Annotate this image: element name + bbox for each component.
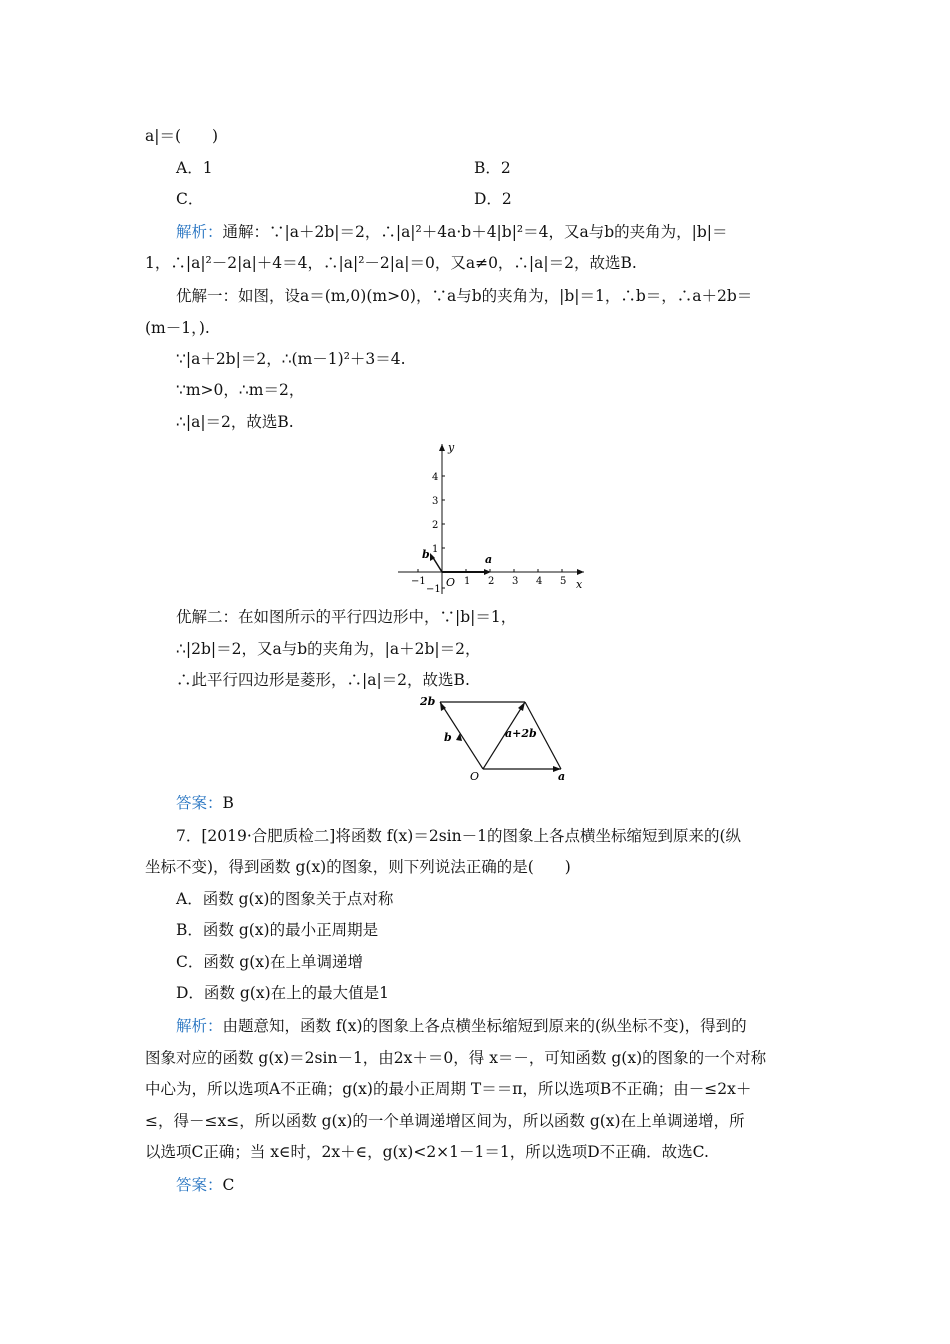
x-axis-label: x: [576, 578, 583, 591]
analysis-text: 由题意知，函数 f(x)的图象上各点横坐标缩短到原来的(纵坐标不变)，得到的: [222, 1017, 747, 1035]
label-a: a: [558, 770, 566, 783]
y-tick-label: 2: [432, 520, 439, 531]
q6-method1-line-1: 优解一：如图，设a＝(m,0)(m>0)，∵a与b的夹角为，|b|＝1，∴b＝，∴a＋2b＝: [176, 287, 753, 305]
q6-stem-tail: a|＝( ): [145, 127, 219, 145]
q7-analysis-line-4: ≤，得－≤x≤，所以函数 g(x)的一个单调递增区间为，所以函数 g(x)在上单调递增，所: [145, 1112, 745, 1130]
q7-option-c: C．函数 g(x)在上单调递增: [176, 953, 364, 971]
q6-option-a: A．1: [176, 159, 213, 177]
x-tick-label: 1: [464, 576, 471, 587]
q6-option-c: C．: [176, 190, 204, 208]
q6-method1-line-2: (m－1，).: [145, 319, 210, 337]
analysis-label: 解析：: [176, 1017, 223, 1035]
diagonal-arrow: [518, 702, 525, 711]
q6-method2-line-3: ∴此平行四边形是菱形，∴|a|＝2，故选B.: [176, 671, 470, 689]
q7-analysis-line-5: 以选项C正确；当 x∈时，2x＋∈，g(x)<2×1－1＝1，所以选项D不正确．故选C.: [145, 1143, 709, 1161]
answer-value: B: [222, 794, 234, 812]
q6-method2-line-2: ∴|2b|＝2，又a与b的夹角为，|a＋2b|＝2，: [176, 640, 481, 658]
x-tick-label: 3: [512, 576, 519, 587]
origin-label: O: [446, 576, 456, 589]
y-tick-label: 1: [432, 544, 439, 555]
x-tick-label: −1: [411, 576, 426, 587]
y-tick-label: 3: [432, 496, 439, 507]
answer-label: 答案：: [176, 794, 223, 812]
q6-method1-line-5: ∴|a|＝2，故选B.: [176, 413, 294, 431]
vector-a-label: a: [485, 553, 493, 566]
analysis-label: 解析：: [176, 223, 223, 241]
answer-value: C: [222, 1176, 235, 1194]
q7-stem-line-1: 7．[2019·合肥质检二]将函数 f(x)＝2sin－1的图象上各点横坐标缩短到原来的(纵: [176, 827, 741, 845]
q7-stem-line-2: 坐标不变)，得到函数 g(x)的图象，则下列说法正确的是( ): [145, 858, 571, 876]
q7-option-d: D．函数 g(x)在上的最大值是1: [176, 984, 389, 1002]
y-axis-label: y: [448, 441, 455, 454]
label-2b: 2b: [420, 695, 436, 708]
q7-option-b: B．函数 g(x)的最小正周期是: [176, 921, 379, 939]
label-a-plus-2b: a+2b: [505, 727, 537, 740]
q6-method1-line-4: ∵m>0，∴m＝2，: [176, 381, 305, 399]
q7-analysis-line-1: [176, 1016, 747, 1036]
parallelogram-figure: [410, 692, 580, 784]
y-axis-arrow: [439, 444, 445, 451]
q7-answer: [176, 1175, 234, 1195]
x-tick-label: 4: [536, 576, 543, 587]
label-o: O: [470, 770, 480, 783]
x-tick-label: 2: [488, 576, 495, 587]
x-axis-arrow: [577, 569, 584, 575]
q6-analysis-line-1: [176, 222, 728, 242]
coordinate-figure: [392, 438, 592, 598]
x-tick-label: 5: [560, 576, 567, 587]
vector-b-label: b: [422, 548, 430, 561]
analysis-text: 通解：∵|a＋2b|＝2，∴|a|²＋4a·b＋4|b|²＝4，又a与b的夹角为，|b|＝: [222, 223, 728, 241]
q6-option-d: D．2: [474, 190, 512, 208]
q6-method2-line-1: 优解二：在如图所示的平行四边形中，∵|b|＝1，: [176, 608, 517, 626]
y-tick-label: −1: [426, 584, 441, 595]
q7-analysis-line-3: 中心为，所以选项A不正确；g(x)的最小正周期 T＝＝π，所以选项B不正确；由－≤2x＋: [145, 1080, 752, 1098]
q7-analysis-line-2: 图象对应的函数 g(x)＝2sin－1，由2x＋＝0，得 x＝－，可知函数 g(x)的图象的一个对称: [145, 1049, 767, 1067]
q6-answer: [176, 793, 234, 813]
q6-option-b: B．2: [474, 159, 511, 177]
q7-option-a: A．函数 g(x)的图象关于点对称: [176, 890, 394, 908]
y-tick-label: 4: [432, 472, 439, 483]
label-b: b: [444, 731, 452, 744]
q6-method1-line-3: ∵|a＋2b|＝2，∴(m－1)²＋3＝4.: [176, 350, 406, 368]
q6-analysis-line-2: 1，∴|a|²－2|a|＋4＝4，∴|a|²－2|a|＝0，又a≠0，∴|a|＝2，故选B.: [145, 254, 637, 272]
answer-label: 答案：: [176, 1176, 223, 1194]
